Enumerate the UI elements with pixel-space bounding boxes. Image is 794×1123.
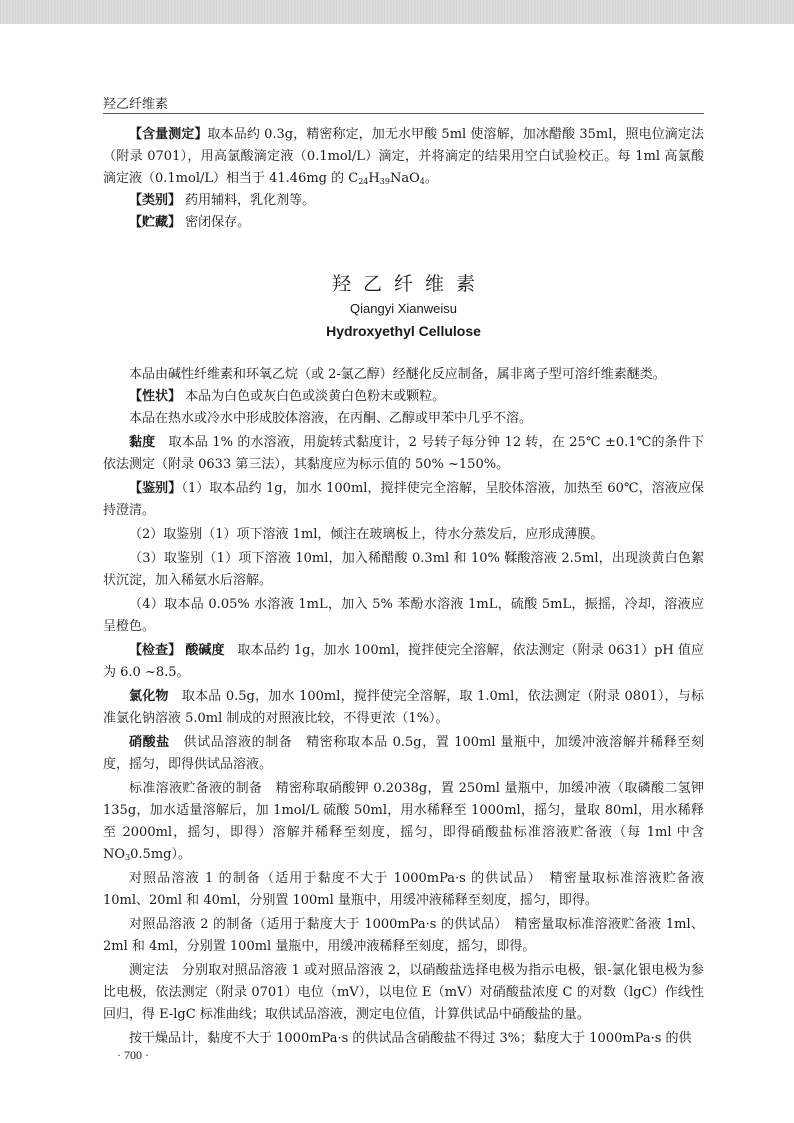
- storage-label: 【贮藏】: [129, 215, 182, 230]
- traits-label: 【性状】: [129, 389, 182, 404]
- chloride-paragraph: 氯化物 取本品 0.5g，加水 100ml，搅拌使完全溶解，取 1.0ml，依法测定（附录 0801），与标准氯化钠溶液 5.0ml 制成的对照液比较，不得更浓（1%）。: [103, 689, 704, 726]
- identification-paragraph-4: （4）取本品 0.05% 水溶液 1mL，加入 5% 苯酚水溶液 1mL，硫酸 5mL，振摇，冷却，溶液应呈橙色。: [103, 597, 704, 634]
- identification-paragraph-3: （3）取鉴别（1）项下溶液 10ml，加入稀醋酸 0.3ml 和 10% 鞣酸溶液 2.5ml，出现淡黄白色絮状沉淀，加入稀氨水后溶解。: [103, 551, 704, 588]
- page-content: [103, 124, 704, 1050]
- assay-paragraph: 【含量测定】取本品约 0.3g，精密称定，加无水甲酸 5ml 使溶解，加冰醋酸 35ml，照电位滴定法（附录 0701），用高氯酸滴定液（0.1mol/L）滴定，并将滴定的结果用空白试验校正。每 1ml 高氯酸滴定液（0.1mol/L）相当于 41.46mg 的 $C_{24}H_{39}NaO_4$。: [103, 127, 704, 186]
- nitrate-paragraph: 硝酸盐 供试品溶液的制备 精密称取本品 0.5g，置 100ml 量瓶中，加缓冲液溶解并稀释至刻度，摇匀，即得供试品溶液。: [103, 735, 704, 772]
- standard-stock-paragraph: 标准溶液贮备液的制备 精密称取硝酸钾 0.2038g，置 250ml 量瓶中，加缓冲液（取磷酸二氢钾 135g，加水适量溶解后，加 1mol/L 硫酸 50ml，用水稀释至 1000ml，摇匀，量取 80ml，用水稀释至 2000ml，摇匀，即得）溶解并稀释至刻度，摇匀，即得硝酸盐标准溶液贮备液（每 1ml 中含 $NO_30.5mg$）。: [103, 781, 704, 862]
- identification-label: 【鉴别】: [129, 481, 182, 496]
- viscosity-label: 黏度: [129, 435, 156, 450]
- acidity-paragraph: 【检查】 酸碱度 取本品约 1g，加水 100ml，搅拌使完全溶解，依法测定（附录 0631）pH 值应为 6.0 ~8.5。: [103, 643, 704, 680]
- limit-paragraph: 按干燥品计，黏度不大于 1000mPa·s 的供试品含硝酸盐不得过 3%；黏度大于 1000mPa·s 的供: [129, 1031, 692, 1046]
- method-paragraph: 测定法 分别取对照品溶液 1 或对照品溶液 2，以硝酸盐选择电极为指示电极，银-氯化银电极为参比电极，依法测定（附录 0701）电位（mV），以电位 E（mV）对硝酸盐浓度 C 的对数（lgC）作线性回归，得 E-lgC 标准曲线；取供试品溶液，测定电位值，计算供试品中硝酸盐的量。: [103, 963, 704, 1022]
- identification-paragraph-2: （2）取鉴别（1）项下溶液 1ml，倾注在玻璃板上，待水分蒸发后，应形成薄膜。: [129, 527, 604, 542]
- storage-paragraph: 【贮藏】 密闭保存。: [129, 215, 251, 230]
- title-english: Hydroxyethyl Cellulose: [326, 323, 481, 339]
- nitrate-label: 硝酸盐: [129, 735, 170, 750]
- intro-paragraph: 本品由碱性纤维素和环氧乙烷（或 2-氯乙醇）经醚化反应制备，属非离子型可溶纤维素醚类。: [129, 367, 666, 382]
- chloride-label: 氯化物: [129, 689, 169, 704]
- assay-label: 【含量测定】: [129, 127, 208, 142]
- scan-top-band: [0, 0, 794, 24]
- reference-solution-2-paragraph: 对照品溶液 2 的制备（适用于黏度大于 1000mPa·s 的供试品） 精密量取标准溶液贮备液 1ml、2ml 和 4ml，分别置 100ml 量瓶中，用缓冲液稀释至刻度，摇匀，即得。: [103, 917, 704, 954]
- solubility-paragraph: 本品在热水或冷水中形成胶体溶液，在丙酮、乙醇或甲苯中几乎不溶。: [129, 411, 533, 426]
- category-label: 【类别】: [129, 193, 182, 208]
- reference-solution-1-paragraph: 对照品溶液 1 的制备（适用于黏度不大于 1000mPa·s 的供试品） 精密量取标准溶液贮备液 10ml、20ml 和 40ml，分别置 100ml 量瓶中，用缓冲液稀释至刻度，摇匀，即得。: [103, 871, 704, 908]
- check-label: 【检查】: [129, 643, 182, 658]
- title-chinese: 羟乙纤维素: [331, 273, 487, 295]
- category-paragraph: 【类别】 药用辅料，乳化剂等。: [129, 193, 316, 208]
- identification-paragraph-1: 【鉴别】（1）取本品约 1g，加水 100ml，搅拌使完全溶解，呈胶体溶液，加热至 60℃，溶液应保持澄清。: [103, 481, 704, 518]
- title-pinyin: Qiangyi Xianweisu: [350, 301, 457, 316]
- viscosity-paragraph: 黏度 取本品 1% 的水溶液，用旋转式黏度计，2 号转子每分钟 12 转，在 25℃ ±0.1℃的条件下依法测定（附录 0633 第三法），其黏度应为标示值的 50% ~150%。: [103, 435, 704, 472]
- running-head: 羟乙纤维素: [103, 97, 169, 112]
- monograph-title-block: [103, 270, 704, 342]
- header-rule: [103, 113, 704, 114]
- page-number: · 700 ·: [117, 1048, 149, 1062]
- acidity-label: 酸碱度: [185, 643, 225, 658]
- traits-paragraph: 【性状】 本品为白色或灰白色或淡黄白色粉末或颗粒。: [129, 389, 446, 404]
